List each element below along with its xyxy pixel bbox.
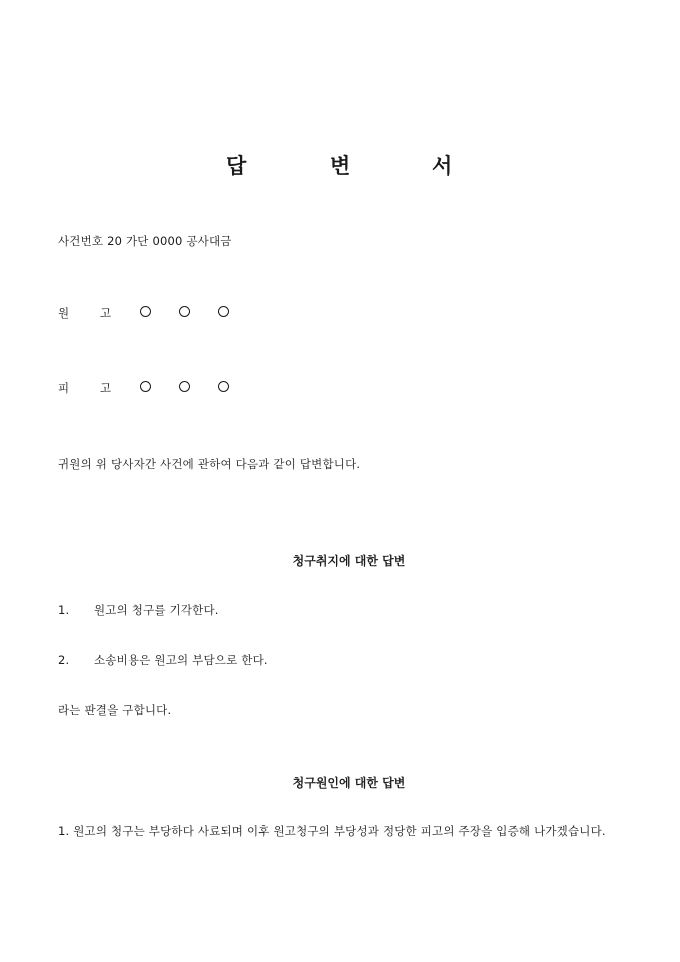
title-char: 서 (432, 153, 453, 178)
list-item (58, 652, 268, 668)
name-mark-circle (179, 381, 190, 392)
plaintiff-name (140, 305, 257, 319)
intro-text: 귀원의 위 당사자간 사건에 관하여 다음과 같이 답변합니다. (58, 457, 361, 471)
name-mark-circle (179, 306, 190, 317)
list-item-number: 2. (58, 653, 70, 667)
name-mark-circle (140, 306, 151, 317)
defendant-line (58, 380, 358, 398)
name-mark-circle (218, 381, 229, 392)
defendant-name (140, 380, 257, 394)
list-item-number: 1. (58, 603, 70, 617)
claim-purpose-heading: 청구취지에 대한 답변 (292, 554, 406, 568)
claim-cause-heading: 청구원인에 대한 답변 (292, 776, 406, 790)
name-mark-circle (140, 381, 151, 392)
defendant-label-1: 피 (58, 381, 70, 395)
judgment-request-text: 라는 판결을 구합니다. (58, 703, 172, 717)
title-char: 답 (226, 153, 247, 178)
name-mark-circle (218, 306, 229, 317)
plaintiff-label-2: 고 (100, 306, 112, 320)
document-title (0, 150, 680, 180)
list-item-text: 소송비용은 원고의 부담으로 한다. (94, 653, 268, 667)
title-char: 변 (330, 153, 351, 178)
list-item (58, 602, 219, 618)
plaintiff-line (58, 305, 358, 323)
plaintiff-label-1: 원 (58, 306, 70, 320)
case-number-line: 사건번호 20 가단 0000 공사대금 (58, 234, 232, 248)
claim-cause-paragraph: 1. 원고의 청구는 부당하다 사료되며 이후 원고청구의 부당성과 정당한 피고의 주장을 입증해 나가겠습니다. (58, 824, 606, 838)
defendant-label-2: 고 (100, 381, 112, 395)
list-item-text: 원고의 청구를 기각한다. (94, 603, 219, 617)
